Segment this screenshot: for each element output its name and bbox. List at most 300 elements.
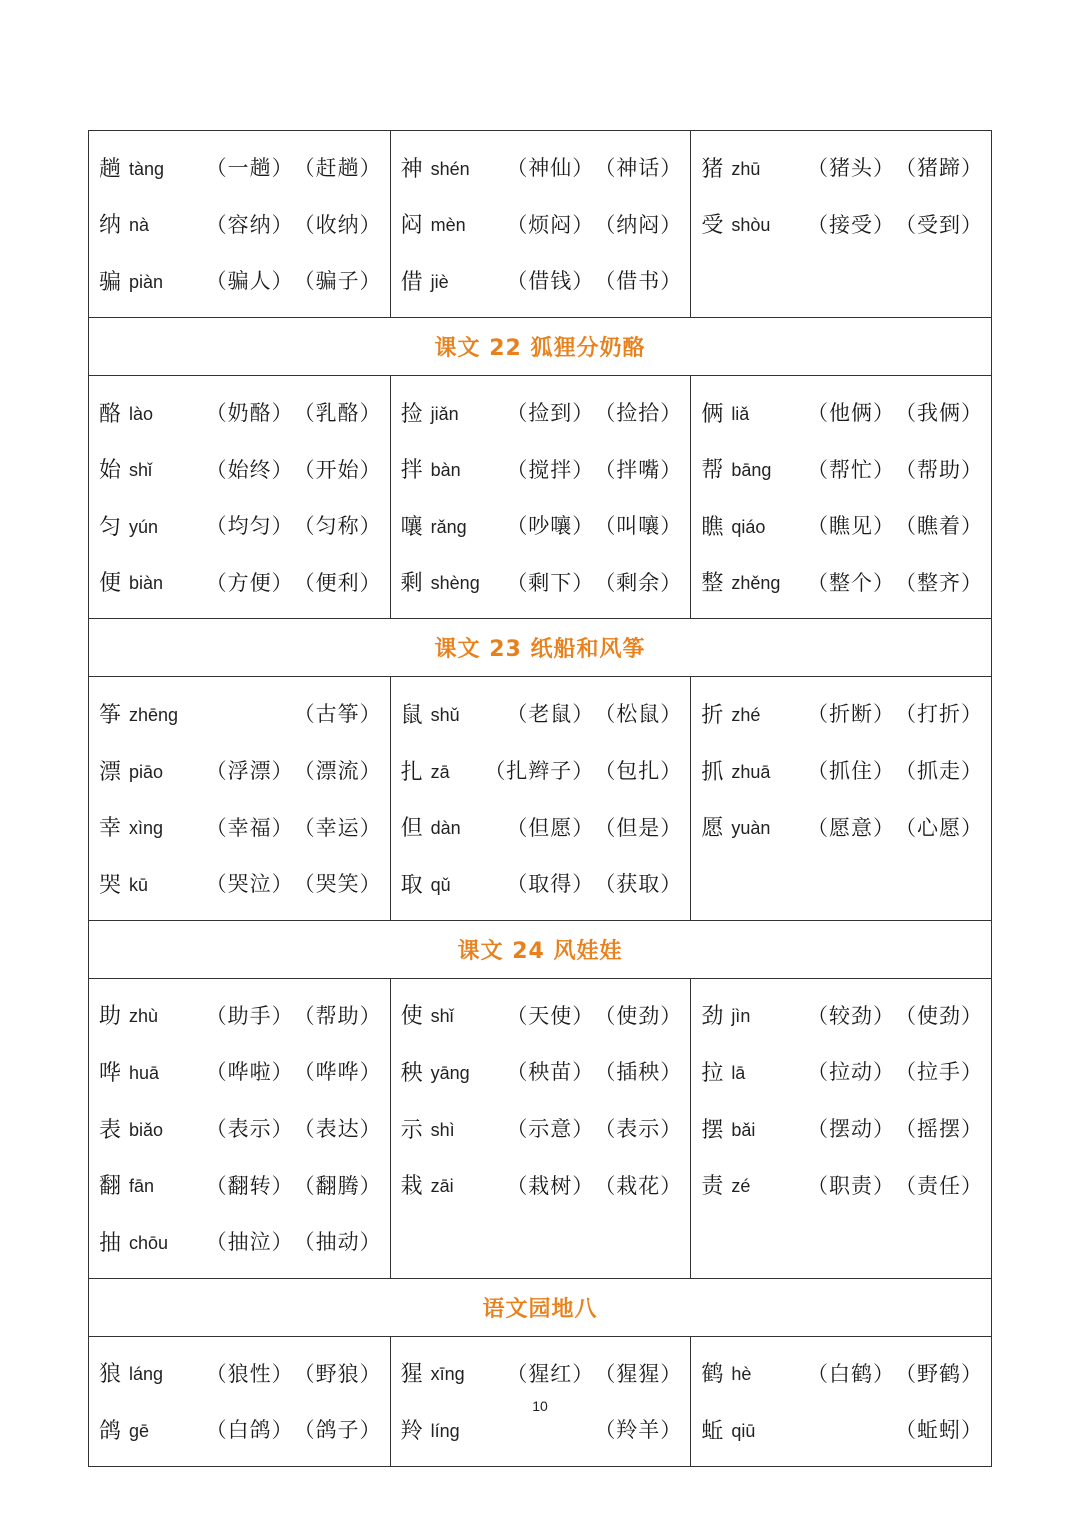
example-word: （抽泣） <box>205 1230 294 1255</box>
vocab-entry <box>701 384 991 441</box>
entries-row <box>89 131 991 318</box>
entries-column <box>690 131 991 317</box>
character: 取 <box>400 872 423 898</box>
pinyin: yuàn <box>731 818 771 839</box>
example-word: （秧苗） <box>506 1060 595 1085</box>
example-word: （幸福） <box>205 815 294 840</box>
entries-row <box>89 979 991 1279</box>
example-word: （老鼠） <box>506 702 595 727</box>
word-list <box>807 755 983 785</box>
example-word: （猪蹄） <box>894 156 983 181</box>
vocab-entry <box>701 554 991 611</box>
pinyin: biàn <box>129 573 164 594</box>
example-word: （心愿） <box>894 815 983 840</box>
example-word: （松鼠） <box>594 702 683 727</box>
word-list <box>506 510 682 540</box>
word-list <box>206 1226 382 1256</box>
word-list <box>506 868 682 898</box>
character: 幸 <box>99 816 122 842</box>
vocab-entry <box>701 742 991 799</box>
pinyin: shòu <box>731 215 771 236</box>
pinyin: biǎo <box>129 1119 164 1140</box>
character: 瞧 <box>701 514 724 540</box>
character: 劲 <box>701 1004 724 1030</box>
character: 使 <box>400 1004 423 1030</box>
vocab-entry <box>401 554 691 611</box>
vocab-entry <box>701 798 991 855</box>
word-list <box>506 1113 682 1143</box>
word-list <box>506 152 682 182</box>
word-list <box>506 1056 682 1086</box>
character: 趟 <box>99 156 122 182</box>
pinyin: gē <box>129 1420 150 1441</box>
entries-column <box>390 131 691 317</box>
word-list <box>206 1414 382 1444</box>
vocab-entry <box>701 497 991 554</box>
vocab-entry <box>99 742 390 799</box>
pinyin: fān <box>129 1176 155 1197</box>
character: 借 <box>400 269 423 295</box>
vocab-entry <box>701 1043 991 1100</box>
word-list <box>807 1113 983 1143</box>
vocab-entry <box>701 685 991 742</box>
example-word: （栽树） <box>506 1173 595 1198</box>
character: 扎 <box>400 759 423 785</box>
example-word: （职责） <box>806 1173 895 1198</box>
word-list <box>506 812 682 842</box>
example-word: （赶趟） <box>293 156 382 181</box>
example-word: （烦闷） <box>506 212 595 237</box>
character: 翻 <box>99 1174 122 1200</box>
pinyin: qiáo <box>731 516 766 537</box>
example-word: （但是） <box>594 815 683 840</box>
character: 嚷 <box>400 514 423 540</box>
vocab-entry <box>401 1043 691 1100</box>
vocab-entry <box>401 855 691 912</box>
example-word: （助手） <box>205 1003 294 1028</box>
example-word: （栽花） <box>594 1173 683 1198</box>
pinyin: dàn <box>430 818 461 839</box>
example-word: （捡到） <box>506 401 595 426</box>
example-word: （白鸽） <box>205 1418 294 1443</box>
character: 狼 <box>99 1362 122 1388</box>
word-list <box>807 397 983 427</box>
example-word: （哗哗） <box>293 1060 382 1085</box>
example-word: （骗子） <box>293 269 382 294</box>
example-word: （容纳） <box>205 212 294 237</box>
character: 匀 <box>99 514 122 540</box>
vocab-entry <box>401 252 691 309</box>
vocab-entry <box>99 1100 390 1157</box>
vocab-entry <box>401 384 691 441</box>
example-word: （开始） <box>293 457 382 482</box>
example-word: （鸽子） <box>293 1418 382 1443</box>
pinyin: kū <box>129 874 149 895</box>
entries-row <box>89 376 991 619</box>
character: 责 <box>701 1174 724 1200</box>
character: 始 <box>99 458 122 484</box>
pinyin: yún <box>129 516 159 537</box>
word-list <box>807 1170 983 1200</box>
word-list <box>206 567 382 597</box>
example-word: （但愿） <box>506 815 595 840</box>
vocab-entry <box>401 196 691 253</box>
word-list <box>807 1000 983 1030</box>
example-word: （野鹤） <box>894 1361 983 1386</box>
character: 鸽 <box>99 1418 122 1444</box>
example-word: （摇摆） <box>894 1117 983 1142</box>
word-list <box>807 209 983 239</box>
lesson-title: 语文园地八 <box>482 1296 598 1322</box>
character: 神 <box>400 156 423 182</box>
word-list <box>206 812 382 842</box>
pinyin: liǎ <box>731 403 750 424</box>
pinyin: xìng <box>129 818 164 839</box>
character: 剩 <box>400 571 423 597</box>
entries-column <box>390 677 691 919</box>
example-word: （捡拾） <box>594 401 683 426</box>
vocab-entry <box>401 1156 691 1213</box>
example-word: （抽动） <box>293 1230 382 1255</box>
vocab-entry <box>99 798 390 855</box>
entries-column <box>690 677 991 919</box>
word-list <box>807 698 983 728</box>
pinyin: yāng <box>430 1062 470 1083</box>
character: 哭 <box>99 872 122 898</box>
pinyin: jiǎn <box>430 403 459 424</box>
pinyin: nà <box>129 215 150 236</box>
character: 闷 <box>400 213 423 239</box>
vocabulary-table <box>88 130 992 1467</box>
example-word: （吵嚷） <box>506 514 595 539</box>
example-word: （表示） <box>594 1117 683 1142</box>
pinyin: bǎi <box>731 1119 756 1140</box>
word-list <box>506 209 682 239</box>
pinyin: mèn <box>430 215 466 236</box>
word-list <box>206 1056 382 1086</box>
character: 骗 <box>99 269 122 295</box>
vocab-entry <box>701 987 991 1044</box>
example-word: （抓走） <box>894 759 983 784</box>
vocab-entry <box>701 440 991 497</box>
word-list <box>206 868 382 898</box>
character: 捡 <box>400 401 423 427</box>
example-word: （帮助） <box>293 1003 382 1028</box>
example-word: （猪头） <box>806 156 895 181</box>
vocab-entry <box>701 1100 991 1157</box>
vocab-entry <box>701 139 991 196</box>
example-word: （收纳） <box>293 212 382 237</box>
character: 抽 <box>99 1230 122 1256</box>
example-word: （哭泣） <box>205 872 294 897</box>
example-word: （幸运） <box>293 815 382 840</box>
example-word: （获取） <box>594 872 683 897</box>
example-word: （插秧） <box>594 1060 683 1085</box>
vocab-entry <box>99 1345 390 1402</box>
character: 帮 <box>701 458 724 484</box>
pinyin: hè <box>731 1364 752 1385</box>
vocab-entry <box>99 384 390 441</box>
vocab-entry <box>401 1100 691 1157</box>
pinyin: zé <box>731 1176 751 1197</box>
character: 愿 <box>701 816 724 842</box>
example-word: （他俩） <box>806 401 895 426</box>
example-word: （神话） <box>594 156 683 181</box>
example-word: （白鹤） <box>806 1361 895 1386</box>
pinyin: zhū <box>731 158 761 179</box>
example-word: （均匀） <box>205 514 294 539</box>
vocab-entry <box>99 139 390 196</box>
character: 拌 <box>400 458 423 484</box>
example-word: （接受） <box>806 212 895 237</box>
pinyin: piāo <box>129 761 164 782</box>
entries-column <box>690 979 991 1278</box>
character: 抓 <box>701 759 724 785</box>
example-word: （天使） <box>506 1003 595 1028</box>
example-word: （翻腾） <box>293 1173 382 1198</box>
example-word: （折断） <box>806 702 895 727</box>
pinyin: xīng <box>430 1364 465 1385</box>
pinyin: zhēng <box>129 704 179 725</box>
example-word: （猩红） <box>506 1361 595 1386</box>
pinyin: shǐ <box>430 1006 454 1027</box>
example-word: （纳闷） <box>594 212 683 237</box>
word-list <box>506 567 682 597</box>
word-list <box>206 510 382 540</box>
example-word: （乳酪） <box>293 401 382 426</box>
example-word: （帮忙） <box>806 457 895 482</box>
pinyin: piàn <box>129 271 164 292</box>
character: 便 <box>99 571 122 597</box>
character: 摆 <box>701 1117 724 1143</box>
example-word: （借钱） <box>506 269 595 294</box>
pinyin: lào <box>129 403 154 424</box>
character: 纳 <box>99 213 122 239</box>
lesson-title: 课文 22 狐狸分奶酪 <box>434 335 646 361</box>
example-word: （拉手） <box>894 1060 983 1085</box>
example-word: （表达） <box>293 1117 382 1142</box>
pinyin: bāng <box>731 460 772 481</box>
example-word: （匀称） <box>293 514 382 539</box>
character: 但 <box>400 816 423 842</box>
example-word: （整个） <box>806 570 895 595</box>
character: 猪 <box>701 156 724 182</box>
example-word: （打折） <box>894 702 983 727</box>
example-word: （愿意） <box>806 815 895 840</box>
example-word: （摆动） <box>806 1117 895 1142</box>
pinyin: zhěng <box>731 573 781 594</box>
word-list <box>807 812 983 842</box>
word-list <box>506 397 682 427</box>
word-list <box>807 567 983 597</box>
pinyin: zhé <box>731 704 761 725</box>
pinyin: shǐ <box>129 460 153 481</box>
entries-row <box>89 677 991 920</box>
vocab-entry <box>401 685 691 742</box>
pinyin: huā <box>129 1062 160 1083</box>
vocab-entry <box>401 440 691 497</box>
pinyin: qiū <box>731 1420 756 1441</box>
example-word: （搅拌） <box>506 457 595 482</box>
word-list <box>206 397 382 427</box>
vocab-entry <box>99 1156 390 1213</box>
word-list <box>807 152 983 182</box>
entries-column <box>390 979 691 1278</box>
vocab-entry <box>701 196 991 253</box>
pinyin: shì <box>430 1119 455 1140</box>
example-word: （蚯蚓） <box>894 1418 983 1443</box>
word-list <box>206 755 382 785</box>
example-word: （哭笑） <box>293 872 382 897</box>
vocab-entry <box>99 497 390 554</box>
pinyin: shén <box>430 158 470 179</box>
entries-column <box>89 677 390 919</box>
character: 筝 <box>99 702 122 728</box>
example-word: （包扎） <box>594 759 683 784</box>
example-word: （神仙） <box>506 156 595 181</box>
character: 栽 <box>400 1174 423 1200</box>
word-list <box>206 1358 382 1388</box>
example-word: （拌嘴） <box>594 457 683 482</box>
word-list <box>506 1000 682 1030</box>
example-word: （骗人） <box>205 269 294 294</box>
vocab-entry <box>99 987 390 1044</box>
entries-column <box>390 376 691 618</box>
character: 受 <box>701 213 724 239</box>
word-list <box>206 1170 382 1200</box>
example-word: （便利） <box>293 570 382 595</box>
pinyin: jìn <box>731 1006 751 1027</box>
pinyin: jiè <box>430 271 449 292</box>
entries-column <box>89 376 390 618</box>
example-word: （瞧见） <box>806 514 895 539</box>
word-list <box>807 1358 983 1388</box>
example-word: （狼性） <box>205 1361 294 1386</box>
pinyin: zhuā <box>731 761 771 782</box>
example-word: （扎辫子） <box>484 759 595 784</box>
character: 羚 <box>400 1418 423 1444</box>
character: 蚯 <box>701 1418 724 1444</box>
pinyin: líng <box>430 1420 460 1441</box>
word-list <box>506 454 682 484</box>
word-list <box>206 1113 382 1143</box>
word-list <box>506 1170 682 1200</box>
character: 哗 <box>99 1060 122 1086</box>
example-word: （责任） <box>894 1173 983 1198</box>
pinyin: rǎng <box>430 516 467 537</box>
example-word: （使劲） <box>594 1003 683 1028</box>
example-word: （奶酪） <box>205 401 294 426</box>
example-word: （剩余） <box>594 570 683 595</box>
vocab-entry <box>99 855 390 912</box>
word-list <box>206 265 382 295</box>
example-word: （剩下） <box>506 570 595 595</box>
vocab-entry <box>99 440 390 497</box>
example-word: （拉动） <box>806 1060 895 1085</box>
example-word: （受到） <box>894 212 983 237</box>
pinyin: bàn <box>430 460 461 481</box>
word-list <box>294 698 382 728</box>
pinyin: zhù <box>129 1006 159 1027</box>
lesson-heading <box>89 318 991 376</box>
vocab-entry <box>401 497 691 554</box>
word-list <box>807 1056 983 1086</box>
word-list <box>206 454 382 484</box>
character: 漂 <box>99 759 122 785</box>
character: 猩 <box>400 1362 423 1388</box>
character: 整 <box>701 571 724 597</box>
example-word: （古筝） <box>293 702 382 727</box>
vocab-entry <box>99 1043 390 1100</box>
example-word: （表示） <box>205 1117 294 1142</box>
example-word: （翻转） <box>205 1173 294 1198</box>
lesson-title: 课文 24 风娃娃 <box>457 938 623 964</box>
vocab-entry <box>99 252 390 309</box>
example-word: （始终） <box>205 457 294 482</box>
pinyin: qǔ <box>430 874 451 895</box>
pinyin: shǔ <box>430 704 460 725</box>
pinyin: shèng <box>430 573 480 594</box>
vocab-entry <box>401 742 691 799</box>
word-list <box>206 1000 382 1030</box>
example-word: （野狼） <box>293 1361 382 1386</box>
word-list <box>506 265 682 295</box>
vocab-entry <box>401 139 691 196</box>
pinyin: zāi <box>430 1176 454 1197</box>
word-list <box>484 755 682 785</box>
character: 折 <box>701 702 724 728</box>
example-word: （帮助） <box>894 457 983 482</box>
page-number: 10 <box>532 1398 548 1414</box>
example-word: （示意） <box>506 1117 595 1142</box>
example-word: （一趟） <box>205 156 294 181</box>
entries-column <box>89 979 390 1278</box>
character: 鹤 <box>701 1362 724 1388</box>
pinyin: láng <box>129 1364 164 1385</box>
lesson-heading <box>89 619 991 677</box>
lesson-heading <box>89 1279 991 1337</box>
vocab-entry <box>99 685 390 742</box>
character: 酪 <box>99 401 122 427</box>
word-list <box>807 454 983 484</box>
vocab-entry <box>99 196 390 253</box>
vocab-entry <box>401 987 691 1044</box>
lesson-heading <box>89 921 991 979</box>
character: 助 <box>99 1004 122 1030</box>
vocab-entry <box>701 1345 991 1402</box>
example-word: （哗啦） <box>205 1060 294 1085</box>
example-word: （借书） <box>594 269 683 294</box>
character: 表 <box>99 1117 122 1143</box>
vocab-entry <box>401 798 691 855</box>
vocab-entry <box>701 1156 991 1213</box>
entries-column <box>89 131 390 317</box>
example-word: （浮漂） <box>205 759 294 784</box>
example-word: （方便） <box>205 570 294 595</box>
example-word: （我俩） <box>894 401 983 426</box>
word-list <box>506 698 682 728</box>
character: 秧 <box>400 1060 423 1086</box>
pinyin: tàng <box>129 158 165 179</box>
vocab-entry <box>99 1213 390 1270</box>
example-word: （较劲） <box>806 1003 895 1028</box>
character: 鼠 <box>400 702 423 728</box>
example-word: （取得） <box>506 872 595 897</box>
example-word: （瞧着） <box>894 514 983 539</box>
word-list <box>594 1414 682 1444</box>
example-word: （叫嚷） <box>594 514 683 539</box>
character: 示 <box>400 1117 423 1143</box>
